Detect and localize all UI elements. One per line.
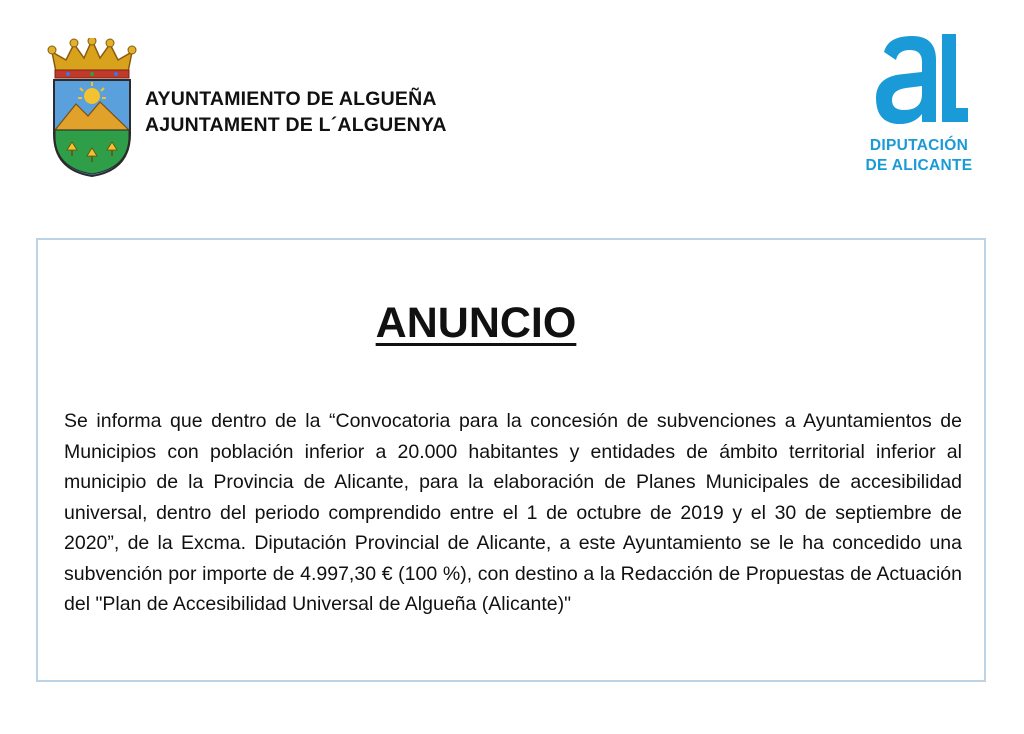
diputacion-logo-line2: DE ALICANTE xyxy=(865,157,973,174)
municipal-coat-of-arms xyxy=(46,38,138,178)
council-name-valencian: AJUNTAMENT DE L´ALGUENYA xyxy=(145,114,447,136)
announcement-body: Se informa que dentro de la “Convocatoria para la concesión de subvenciones a Ayuntamientos de Municipios con población inferior a 20.000 habitantes y entidades de ámbito territorial inferior al municipio de la Provincia de Alicante, para la elaboración de Planes Municipales de accesibilidad universal, dentro del periodo comprendido entre el 1 de octubre de 2019 y el 30 de septiembre de 2020”, de la Excma. Diputación Provincial de Alicante, a este Ayuntamiento se le ha concedido una subvención por importe de 4.997,30 € (100 %), con destino a la Redacción de Propuestas de Actuación del "Plan de Accesibilidad Universal de Algueña (Alicante)" xyxy=(64,410,962,615)
diputacion-alicante-logo xyxy=(858,30,980,180)
diputacion-logo-line1: DIPUTACIÓN xyxy=(869,137,969,154)
council-names xyxy=(145,86,447,138)
announcement-title: ANUNCIO xyxy=(375,299,577,347)
announcement-box xyxy=(36,238,986,682)
council-name-spanish: AYUNTAMIENTO DE ALGUEÑA xyxy=(145,88,437,110)
diputacion-logo-text xyxy=(858,136,980,176)
diputacion-al-logo-mark xyxy=(870,30,970,130)
